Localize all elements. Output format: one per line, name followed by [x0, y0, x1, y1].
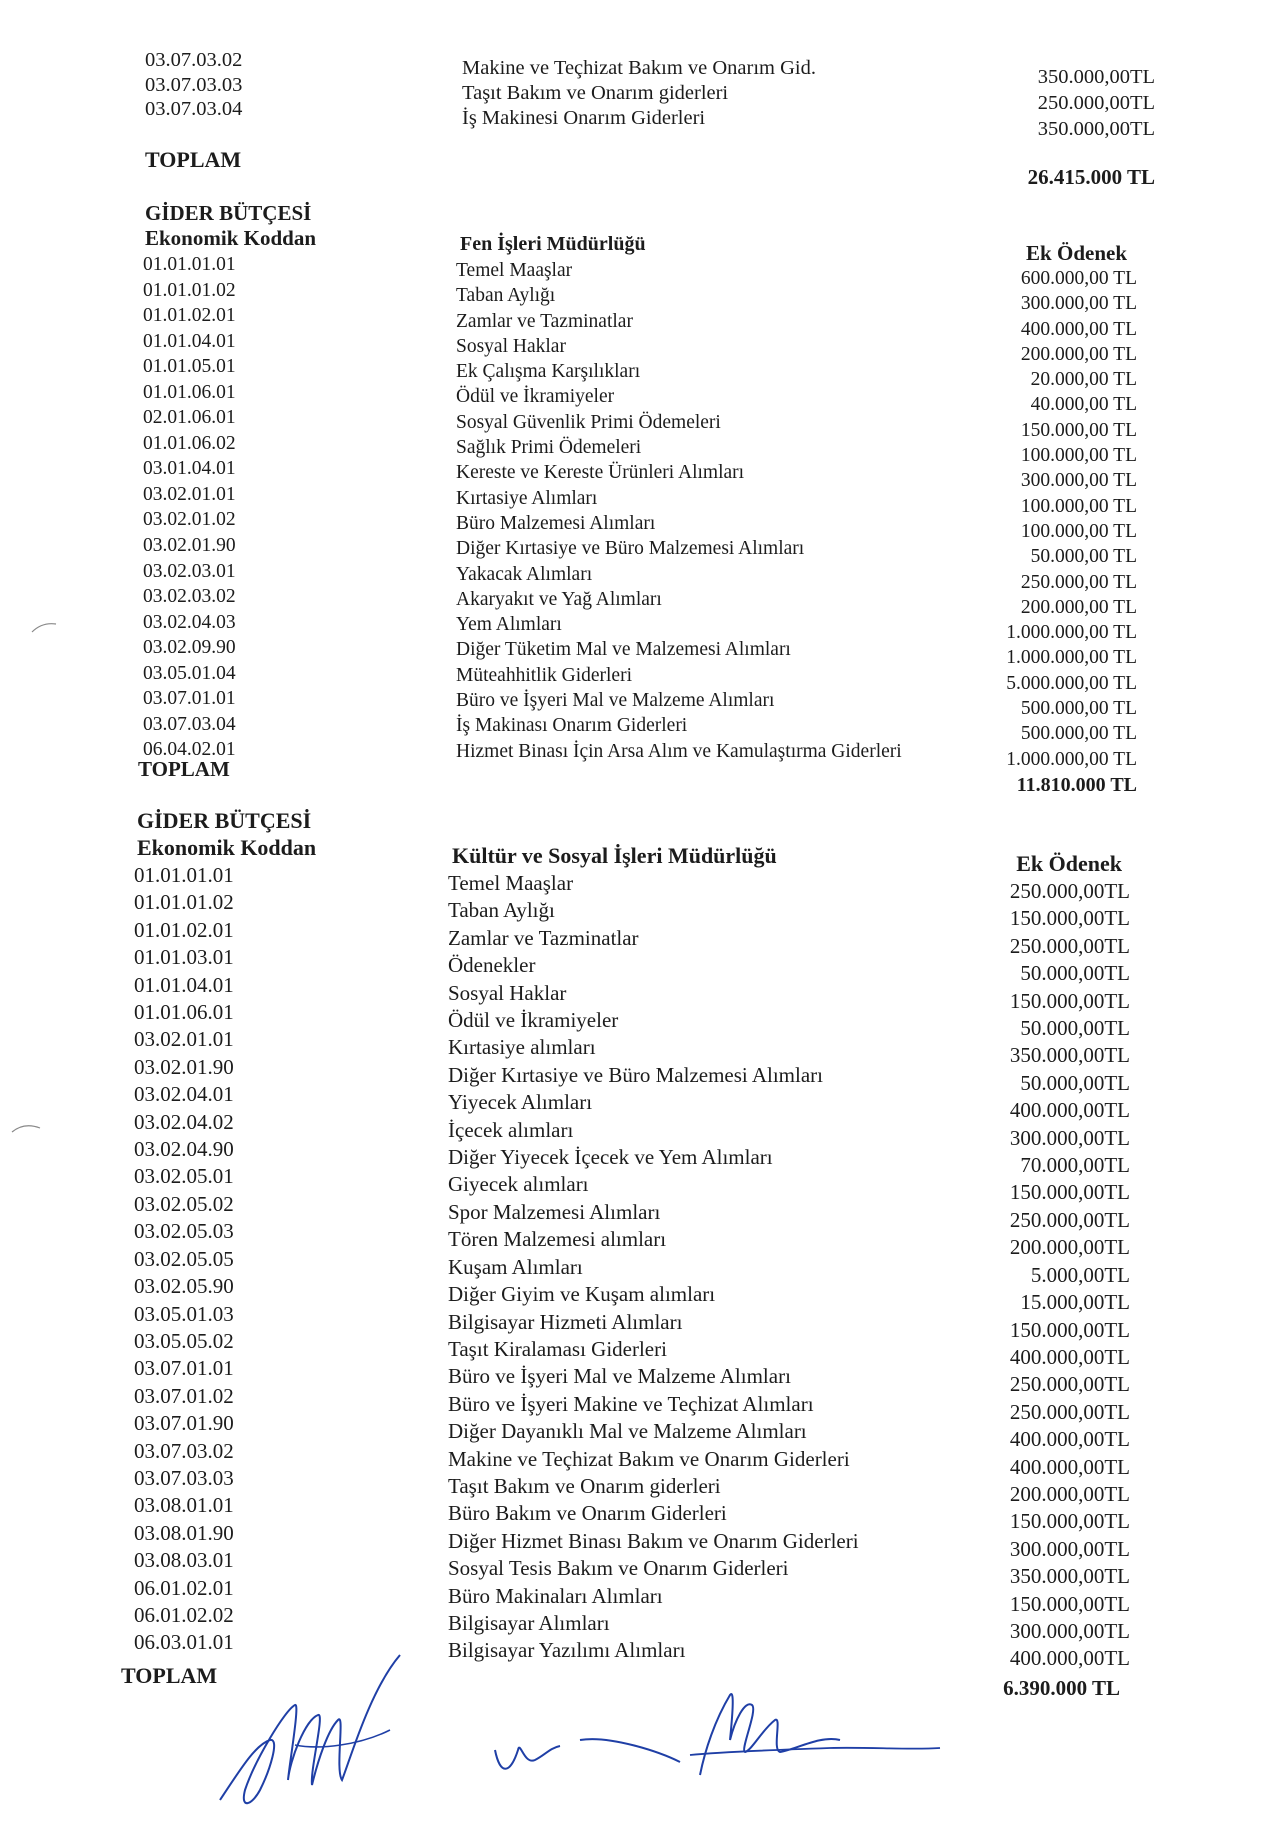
amount-cell: 1.000.000,00 TL — [1006, 647, 1137, 669]
fen-name-list — [456, 258, 902, 764]
item-name: Diğer Hizmet Binası Bakım ve Onarım Giderleri — [448, 1528, 859, 1553]
code-cell: 01.01.01.01 — [143, 254, 236, 275]
code-cell: 03.07.03.04 — [145, 98, 243, 120]
item-name: Kereste ve Kereste Ürünleri Alımları — [456, 462, 745, 484]
amount-cell: 5.000,00TL — [1030, 1262, 1130, 1287]
column-header-ek-odenek: Ek Ödenek — [1026, 241, 1127, 265]
item-name: Zamlar ve Tazminatlar — [456, 310, 633, 332]
margin-mark — [30, 620, 60, 636]
amount-cell: 400.000,00TL — [1009, 1098, 1130, 1123]
code-cell: 03.02.05.03 — [134, 1219, 234, 1244]
amount-cell: 50.000,00TL — [1020, 1016, 1130, 1041]
item-name: Hizmet Binası İçin Arsa Alım ve Kamulaştırma Giderleri — [456, 740, 902, 762]
amount-cell: 250.000,00TL — [1009, 1399, 1130, 1424]
code-cell: 01.01.02.01 — [134, 917, 234, 942]
code-cell: 01.01.04.01 — [134, 972, 234, 997]
code-cell: 03.02.05.01 — [134, 1164, 234, 1189]
amount-cell: 150.000,00TL — [1009, 1180, 1130, 1205]
amount-cell: 150.000,00TL — [1009, 1591, 1130, 1616]
amount-cell: 50.000,00 TL — [1030, 546, 1137, 568]
amount-cell: 15.000,00TL — [1020, 1290, 1130, 1315]
amount-cell: 20.000,00 TL — [1030, 369, 1137, 391]
code-cell: 01.01.03.01 — [134, 945, 234, 970]
code-cell: 03.02.04.03 — [143, 611, 236, 633]
item-name: Sosyal Haklar — [456, 335, 566, 357]
item-name: Bilgisayar Alımları — [448, 1610, 610, 1635]
department-title: Kültür ve Sosyal İşleri Müdürlüğü — [452, 843, 777, 868]
code-cell: 01.01.04.01 — [143, 330, 236, 352]
code-cell: 03.07.03.02 — [134, 1438, 234, 1463]
amount-cell: 150.000,00TL — [1009, 1317, 1130, 1342]
code-cell: 03.07.03.03 — [145, 73, 243, 96]
code-cell: 03.07.03.03 — [134, 1465, 234, 1490]
amount-cell: 150.000,00 TL — [1020, 419, 1137, 441]
code-cell: 03.02.03.01 — [143, 560, 236, 582]
amount-cell: 500.000,00 TL — [1020, 698, 1137, 720]
item-name: İçecek alımları — [448, 1117, 574, 1142]
code-cell: 01.01.01.02 — [143, 279, 236, 301]
amount-cell: 100.000,00 TL — [1020, 520, 1137, 542]
amount-cell: 300.000,00TL — [1009, 1536, 1130, 1561]
fen-total-value: 11.810.000 TL — [1016, 774, 1137, 796]
amount-cell: 150.000,00TL — [1009, 1509, 1130, 1534]
code-cell: 03.02.05.90 — [134, 1274, 234, 1299]
kultur-name-list — [448, 870, 859, 1665]
code-cell: 01.01.06.01 — [134, 1000, 234, 1025]
item-name: Taban Aylığı — [456, 285, 556, 307]
block0-name-list — [462, 56, 816, 131]
item-name: Tören Malzemesi alımları — [448, 1227, 667, 1252]
code-cell: 03.02.04.01 — [134, 1082, 234, 1107]
item-name: Diğer Kırtasiye ve Büro Malzemesi Alımları — [456, 538, 805, 560]
column-header-ek-odenek: Ek Ödenek — [1016, 851, 1122, 876]
amount-cell: 200.000,00 TL — [1020, 343, 1137, 365]
item-name: Ödenekler — [448, 953, 536, 978]
amount-cell: 400.000,00TL — [1009, 1427, 1130, 1452]
amount-cell: 200.000,00 TL — [1020, 596, 1137, 618]
code-cell: 03.05.05.02 — [134, 1328, 234, 1353]
section-heading: GİDER BÜTÇESİ — [137, 808, 312, 833]
code-cell: 03.07.03.02 — [145, 49, 243, 71]
item-name: Bilgisayar Yazılımı Alımları — [448, 1638, 686, 1663]
amount-cell: 250.000,00 TL — [1020, 571, 1137, 593]
code-cell: 03.02.05.05 — [134, 1246, 234, 1271]
code-cell: 02.01.06.01 — [143, 407, 236, 429]
code-cell: 03.02.09.90 — [143, 637, 236, 659]
code-cell: 06.01.02.02 — [134, 1602, 234, 1627]
item-name: Yiyecek Alımları — [448, 1090, 593, 1115]
item-name: Sosyal Güvenlik Primi Ödemeleri — [456, 411, 721, 433]
item-name: Sosyal Tesis Bakım ve Onarım Giderleri — [448, 1556, 789, 1581]
item-name: Bilgisayar Hizmeti Alımları — [448, 1309, 683, 1334]
code-cell: 06.03.01.01 — [134, 1630, 234, 1655]
amount-cell: 300.000,00TL — [1009, 1618, 1130, 1643]
amount-cell: 50.000,00TL — [1020, 1070, 1130, 1095]
code-cell: 01.01.05.01 — [143, 356, 236, 378]
signature-left — [200, 1650, 430, 1820]
code-cell: 03.07.01.90 — [134, 1411, 234, 1436]
item-name: Ek Çalışma Karşılıkları — [456, 361, 641, 383]
item-name: Büro ve İşyeri Mal ve Malzeme Alımları — [448, 1364, 791, 1389]
kultur-total-value: 6.390.000 TL — [1003, 1676, 1120, 1700]
item-name: Yakacak Alımları — [456, 563, 593, 585]
item-name: Makine ve Teçhizat Bakım ve Onarım Gid. — [462, 57, 816, 79]
amount-cell: 350.000,00TL — [1009, 1043, 1130, 1068]
item-name: Ödül ve İkramiyeler — [448, 1008, 619, 1033]
amount-cell: 1.000.000,00 TL — [1006, 748, 1137, 770]
code-cell: 03.05.01.04 — [143, 662, 236, 684]
code-cell: 01.01.02.01 — [143, 305, 236, 327]
code-cell: 03.02.05.02 — [134, 1191, 234, 1216]
code-cell: 03.02.01.90 — [134, 1054, 234, 1079]
item-name: Büro Malzemesi Alımları — [456, 512, 656, 534]
item-name: Büro Bakım ve Onarım Giderleri — [448, 1501, 727, 1526]
code-cell: 03.07.01.02 — [134, 1383, 234, 1408]
amount-cell: 250.000,00TL — [1009, 1207, 1130, 1232]
item-name: Diğer Kırtasiye ve Büro Malzemesi Alımları — [448, 1062, 823, 1087]
item-name: Büro ve İşyeri Makine ve Teçhizat Alımları — [448, 1391, 814, 1416]
code-cell: 03.08.01.90 — [134, 1520, 234, 1545]
amount-cell: 250.000,00TL — [1037, 92, 1155, 114]
item-name: Diğer Giyim ve Kuşam alımları — [448, 1282, 716, 1307]
code-cell: 03.08.01.01 — [134, 1493, 234, 1518]
margin-mark — [10, 1120, 44, 1136]
department-title: Fen İşleri Müdürlüğü — [460, 233, 646, 255]
block0-amount-list — [1038, 64, 1155, 142]
amount-cell: 50.000,00TL — [1020, 961, 1130, 986]
item-name: Zamlar ve Tazminatlar — [448, 925, 639, 950]
fen-code-list — [143, 252, 236, 763]
item-name: Spor Malzemesi Alımları — [448, 1199, 661, 1224]
item-name: Kırtasiye alımları — [448, 1035, 596, 1060]
signature-right — [490, 1680, 950, 1790]
item-name: Taşıt Bakım ve Onarım giderleri — [462, 82, 729, 104]
code-cell: 03.02.03.02 — [143, 586, 236, 608]
amount-cell: 250.000,00TL — [1009, 879, 1130, 903]
amount-cell: 5.000.000,00 TL — [1006, 672, 1137, 694]
item-name: Müteahhitlik Giderleri — [456, 664, 632, 686]
item-name: İş Makinesi Onarım Giderleri — [462, 107, 706, 129]
item-name: Ödül ve İkramiyeler — [456, 386, 615, 408]
item-name: Kırtasiye Alımları — [456, 487, 598, 509]
kultur-total-label: TOPLAM — [121, 1663, 218, 1688]
item-name: Diğer Tüketim Mal ve Malzemesi Alımları — [456, 639, 791, 661]
amount-cell: 300.000,00 TL — [1020, 470, 1137, 492]
amount-cell: 250.000,00TL — [1009, 933, 1130, 958]
amount-cell: 200.000,00TL — [1009, 1481, 1130, 1506]
code-cell: 06.01.02.01 — [134, 1575, 234, 1600]
item-name: Giyecek alımları — [448, 1172, 589, 1197]
code-cell: 01.01.06.01 — [143, 381, 236, 403]
amount-cell: 40.000,00 TL — [1030, 394, 1137, 416]
item-name: Diğer Dayanıklı Mal ve Malzeme Alımları — [448, 1419, 807, 1444]
amount-cell: 70.000,00TL — [1020, 1153, 1130, 1178]
amount-cell: 200.000,00TL — [1009, 1235, 1130, 1260]
amount-cell: 300.000,00TL — [1009, 1125, 1130, 1150]
amount-cell: 100.000,00 TL — [1020, 445, 1137, 467]
amount-cell: 150.000,00TL — [1009, 988, 1130, 1013]
item-name: İş Makinası Onarım Giderleri — [456, 715, 688, 737]
amount-cell: 350.000,00TL — [1009, 1564, 1130, 1589]
code-cell: 03.02.01.02 — [143, 509, 236, 531]
code-cell: 03.02.01.01 — [134, 1027, 234, 1052]
item-name: Taşıt Kiralaması Giderleri — [448, 1336, 667, 1361]
item-name: Akaryakıt ve Yağ Alımları — [456, 588, 662, 610]
item-name: Kuşam Alımları — [448, 1254, 583, 1279]
item-name: Temel Maaşlar — [456, 260, 573, 281]
kultur-code-list — [134, 862, 234, 1657]
code-cell: 03.07.01.01 — [134, 1356, 234, 1381]
code-cell: 03.07.01.01 — [143, 688, 236, 710]
block0-total-value: 26.415.000 TL — [1027, 165, 1155, 189]
code-cell: 06.04.02.01 — [143, 739, 236, 761]
amount-cell: 350.000,00TL — [1037, 118, 1155, 140]
amount-cell: 400.000,00TL — [1009, 1646, 1130, 1671]
item-name: Yem Alımları — [456, 614, 562, 636]
fen-amount-list — [1006, 266, 1137, 772]
kultur-amount-list — [1010, 878, 1130, 1673]
code-cell: 01.01.06.02 — [143, 432, 236, 454]
item-name: Büro ve İşyeri Mal ve Malzeme Alımları — [456, 690, 775, 712]
code-cell: 03.01.04.01 — [143, 458, 236, 480]
code-cell: 03.02.04.90 — [134, 1137, 234, 1162]
code-cell: 01.01.01.02 — [134, 890, 234, 915]
amount-cell: 500.000,00 TL — [1020, 723, 1137, 745]
amount-cell: 250.000,00TL — [1009, 1372, 1130, 1397]
amount-cell: 150.000,00TL — [1009, 906, 1130, 931]
item-name: Büro Makinaları Alımları — [448, 1583, 663, 1608]
section-heading: GİDER BÜTÇESİ — [145, 201, 312, 225]
code-cell: 01.01.01.01 — [134, 863, 234, 887]
code-cell: 03.02.04.02 — [134, 1109, 234, 1134]
fen-total-label: TOPLAM — [138, 757, 230, 781]
item-name: Temel Maaşlar — [448, 871, 574, 895]
amount-cell: 300.000,00 TL — [1020, 293, 1137, 315]
item-name: Taban Aylığı — [448, 898, 555, 923]
amount-cell: 400.000,00TL — [1009, 1344, 1130, 1369]
item-name: Taşıt Bakım ve Onarım giderleri — [448, 1473, 721, 1498]
code-cell: 03.05.01.03 — [134, 1301, 234, 1326]
block0-code-list — [145, 48, 242, 122]
item-name: Makine ve Teçhizat Bakım ve Onarım Giderleri — [448, 1446, 850, 1471]
amount-cell: 350.000,00TL — [1037, 66, 1155, 88]
amount-cell: 600.000,00 TL — [1020, 268, 1137, 289]
item-name: Diğer Yiyecek İçecek ve Yem Alımları — [448, 1145, 773, 1170]
code-cell: 03.07.03.04 — [143, 713, 236, 735]
amount-cell: 400.000,00TL — [1009, 1454, 1130, 1479]
code-cell: 03.02.01.90 — [143, 535, 236, 557]
amount-cell: 1.000.000,00 TL — [1006, 622, 1137, 644]
item-name: Sosyal Haklar — [448, 980, 567, 1005]
code-cell: 03.02.01.01 — [143, 483, 236, 505]
block0-total-label: TOPLAM — [145, 147, 242, 172]
amount-cell: 400.000,00 TL — [1020, 318, 1137, 340]
item-name: Sağlık Primi Ödemeleri — [456, 437, 642, 459]
amount-cell: 100.000,00 TL — [1020, 495, 1137, 517]
section-subheading: Ekonomik Koddan — [145, 226, 316, 250]
section-subheading: Ekonomik Koddan — [137, 835, 317, 860]
code-cell: 03.08.03.01 — [134, 1548, 234, 1573]
